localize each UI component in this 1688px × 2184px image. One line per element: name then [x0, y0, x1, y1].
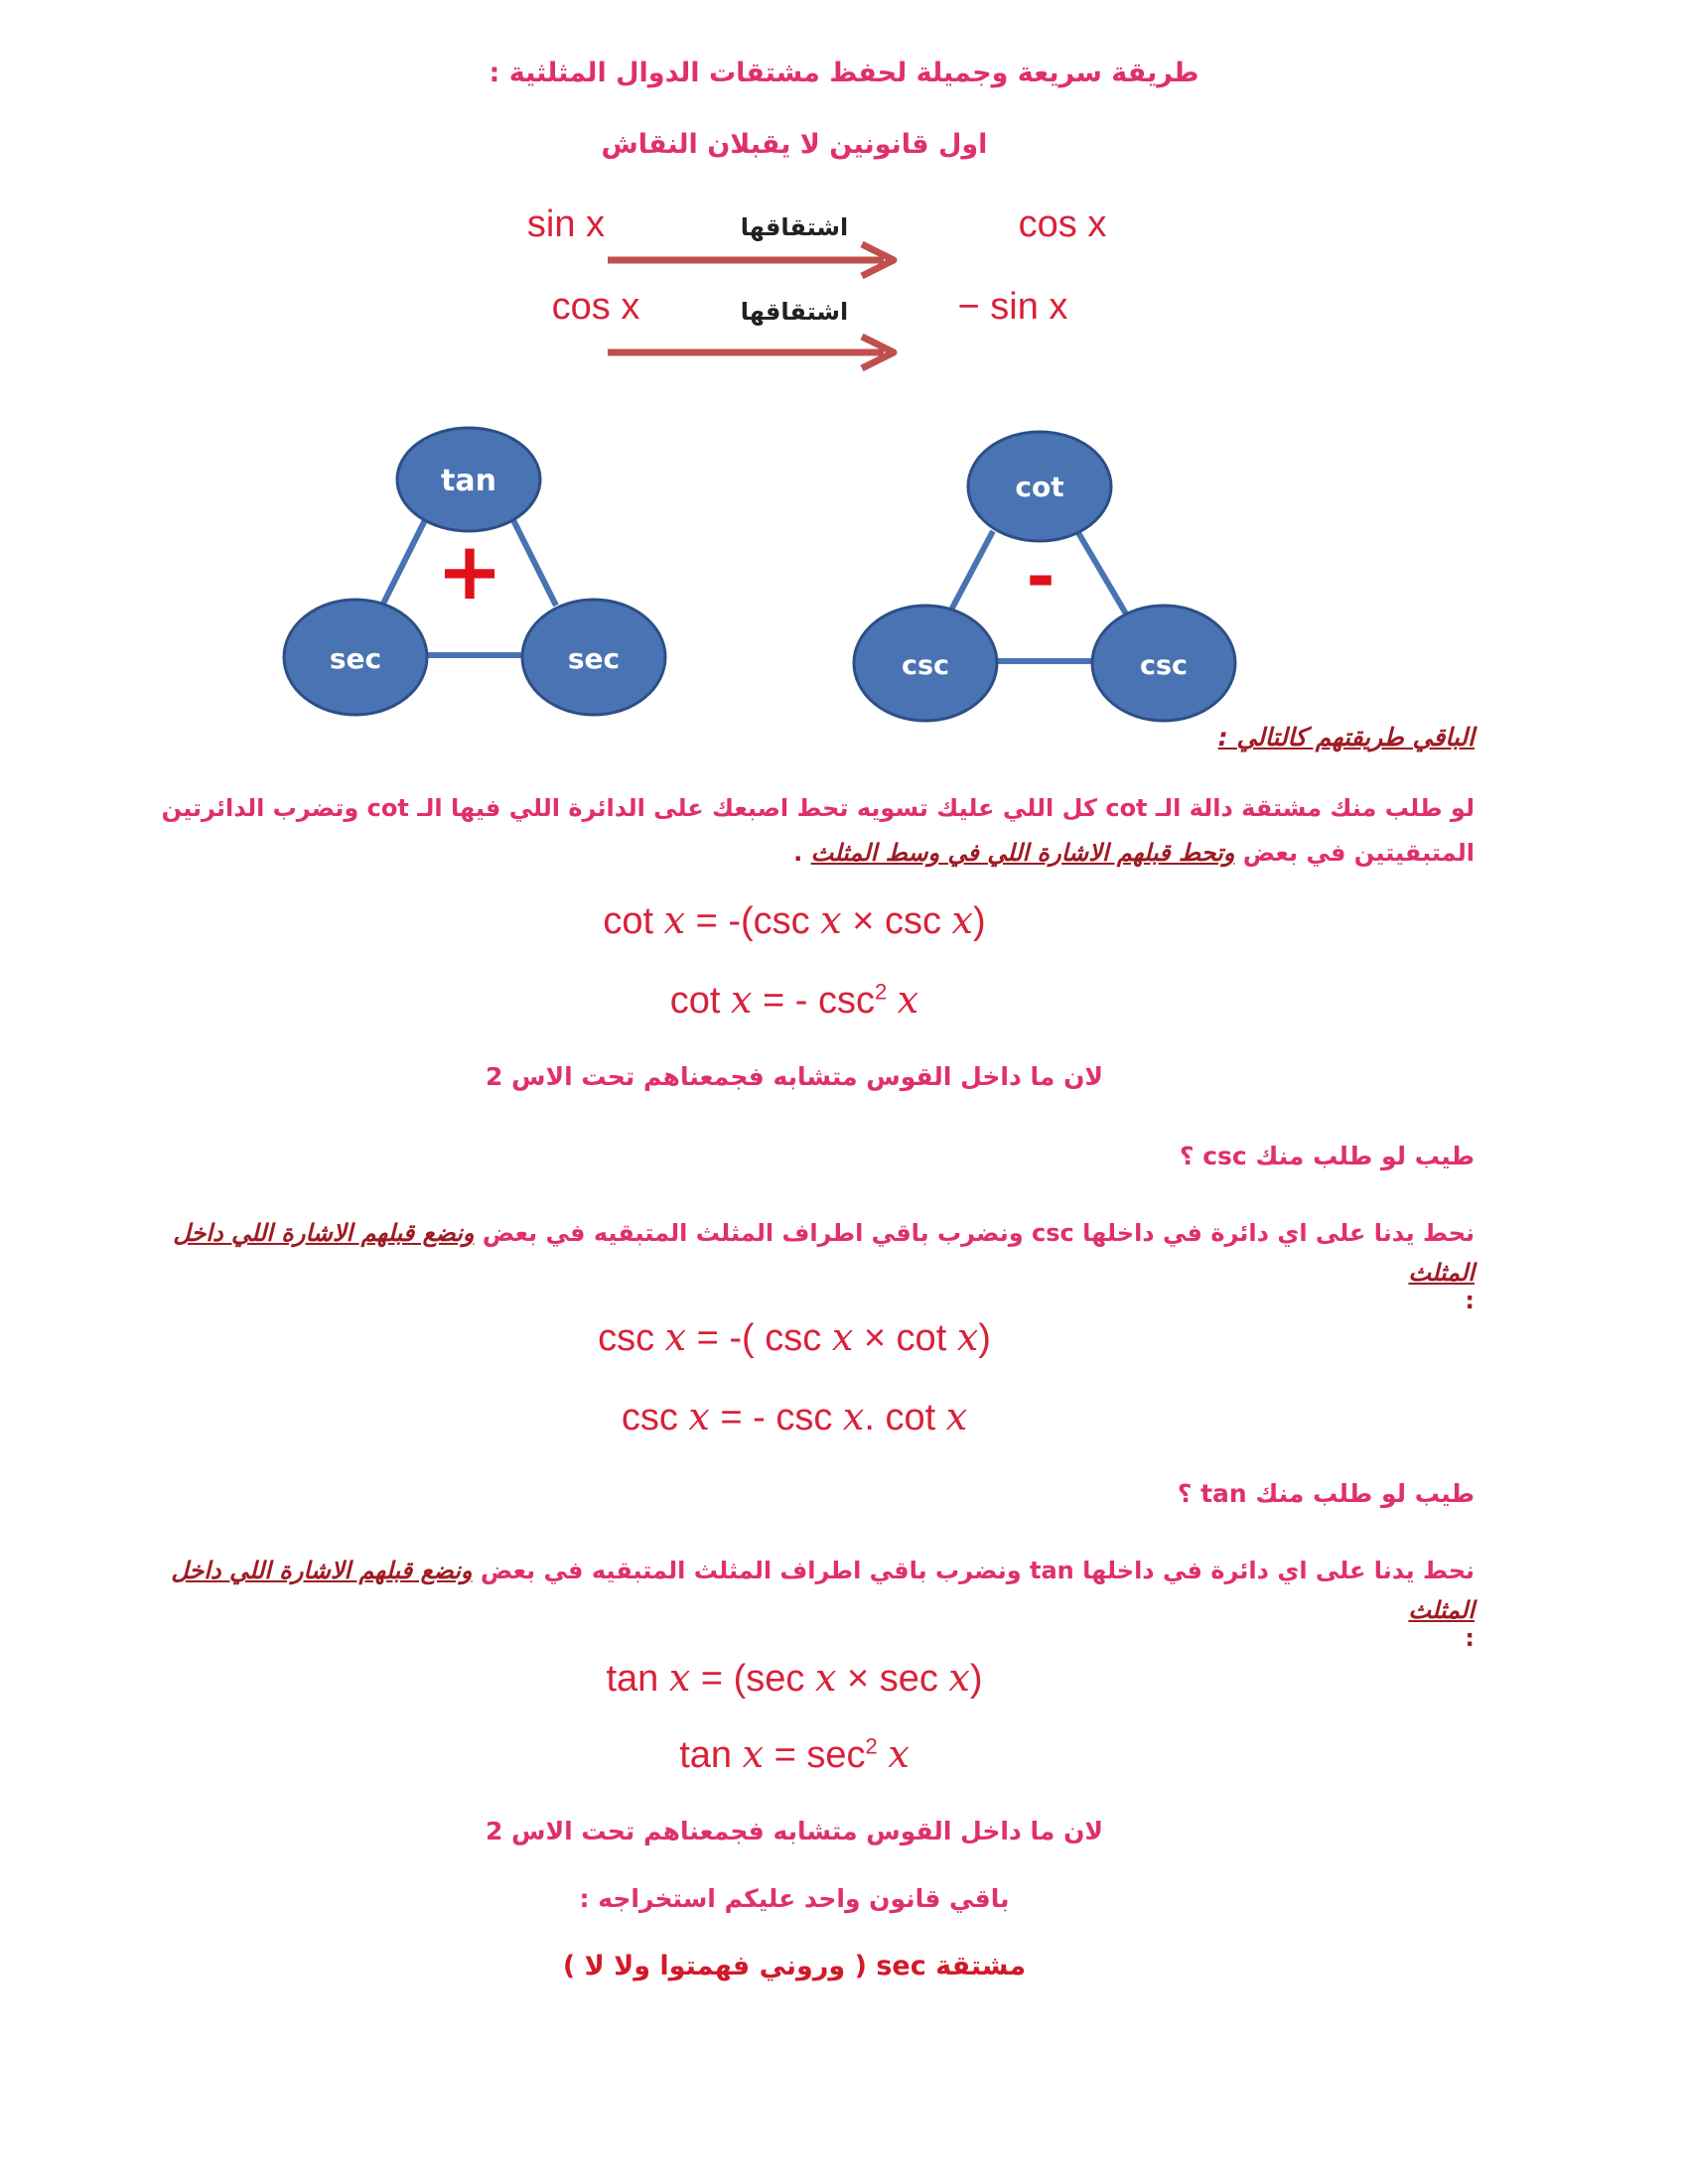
plus-sign: + [436, 525, 503, 617]
tan-sec-triangle [284, 428, 665, 715]
csc-circle-right-label: csc [1139, 650, 1189, 681]
cot-equation-1: cot x = -(csc x × csc x) [603, 898, 986, 942]
rule-1-from: sin x [526, 204, 606, 245]
cot-instruction-emph: وتحط قبلهم الاشارة اللي في وسط المثلث [810, 839, 1235, 867]
csc-instruction-line2: المثلث : [1408, 1259, 1475, 1314]
cot-circle-label: cot [1015, 471, 1064, 503]
rule-1-to: cos x [1018, 204, 1107, 245]
csc-circle-right [1092, 606, 1235, 721]
remaining-rule: باقي قانون واحد عليكم استخراجه : [579, 1884, 1010, 1913]
cot-instruction-line1: لو طلب منك مشتقة دالة الـ cot كل اللي عليك تسويه تحط اصبعك على الدائرة اللي فيها الـ cot وتضرب الدائرتين [161, 794, 1475, 822]
csc-circle-left [854, 606, 997, 721]
tan-circle-label: tan [441, 464, 496, 498]
tan-instruction-line2: المثلث : [1408, 1596, 1475, 1652]
tan-note: لان ما داخل القوس متشابه فجمعناهم تحت الاس 2 [485, 1817, 1104, 1845]
csc-instruction-plain: نحط يدنا على اي دائرة في داخلها csc ونضرب باقي اطراف المثلث المتبقيه في بعض [482, 1219, 1475, 1247]
cot-instruction-line2 [596, 839, 1475, 867]
sec-circle-left [284, 600, 427, 715]
tan-equation-2: $\tan x = \sec^2 x$ [679, 1732, 910, 1776]
rule-2-from: cos x [551, 286, 640, 328]
triangle-diagrams [0, 0, 1688, 774]
rule-2-to: − sin x [957, 286, 1068, 328]
sec-circle-left-label: sec [329, 642, 382, 675]
csc-equation-2: csc x = - csc x. cot x [621, 1395, 968, 1438]
page-subheading: اول قانونين لا يقبلان النقاش [601, 129, 988, 160]
minus-sign: - [1026, 536, 1055, 617]
tan-instruction [169, 1557, 1475, 1584]
final-challenge: مشتقة sec ( وروني فهمتوا ولا لا ) [562, 1951, 1027, 1981]
rule-2-arrow-label: اشتقاقها [740, 298, 849, 326]
csc-instruction [169, 1219, 1475, 1247]
cot-note: لان ما داخل القوس متشابه فجمعناهم تحت الاس 2 [485, 1062, 1104, 1091]
tan-instruction-plain: نحط يدنا على اي دائرة في داخلها tan ونضرب باقي اطراف المثلث المتبقيه في بعض [480, 1557, 1475, 1584]
csc-equation-1: csc x = -( csc x × cot x) [598, 1315, 991, 1359]
tan-instruction-emph: ونضع قبلهم الاشارة اللي داخل [171, 1557, 473, 1584]
rule-1-arrow-label: اشتقاقها [740, 213, 849, 241]
cot-equation-2: cot x = - $\csc^2 x$ [669, 978, 919, 1022]
csc-question: طيب لو طلب منك csc ؟ [1179, 1142, 1475, 1170]
cot-instruction-end: . [793, 839, 803, 867]
cot-instruction-plain: المتبقيتين في بعض [1242, 839, 1475, 867]
cot-circle [968, 432, 1111, 541]
page-heading: طريقة سريعة وجميلة لحفظ مشتقات الدوال المثلثية : [489, 58, 1199, 88]
tan-question: طيب لو طلب منك tan ؟ [1177, 1479, 1475, 1508]
cot-csc-triangle [854, 432, 1235, 721]
sec-circle-right [522, 600, 665, 715]
csc-instruction-emph: ونضع قبلهم الاشارة اللي داخل [173, 1219, 475, 1247]
tan-circle [397, 428, 540, 531]
csc-circle-left-label: csc [901, 650, 950, 681]
rest-heading: الباقي طريقتهم كالتالي : [1217, 723, 1475, 751]
tan-equation-1: tan x = (sec x × sec x) [606, 1656, 983, 1700]
sec-circle-right-label: sec [567, 642, 621, 675]
